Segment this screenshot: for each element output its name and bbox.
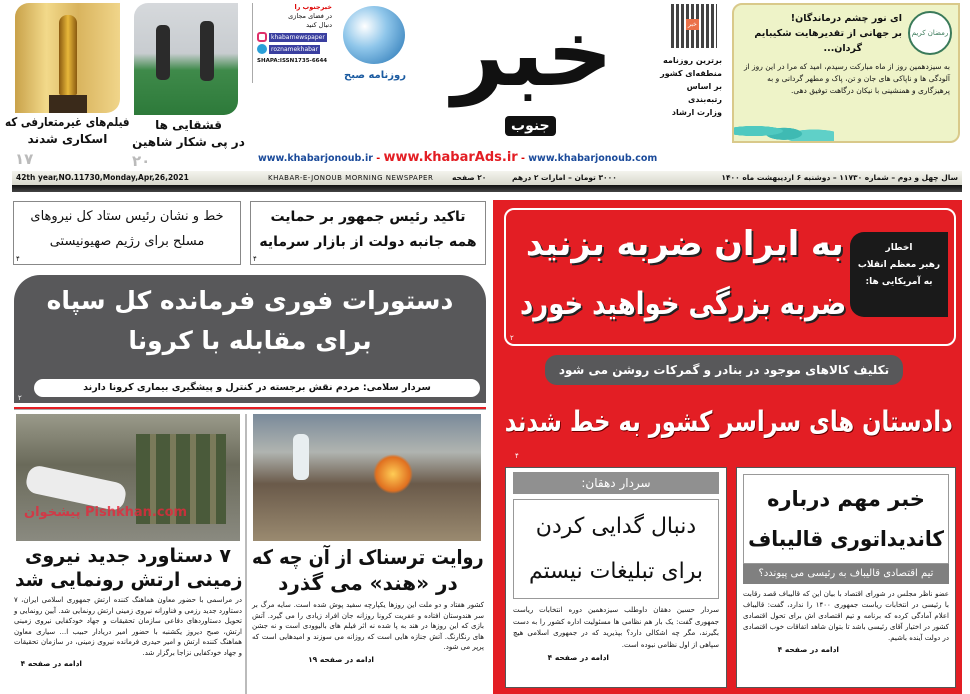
fit-text: زمینی ارتش رونمایی شد xyxy=(14,569,242,591)
divider xyxy=(12,185,962,192)
promo-photo-oscar[interactable] xyxy=(15,3,120,113)
social-text: دنبال کنید xyxy=(306,21,332,29)
social-box xyxy=(252,3,332,83)
english-date: 42th year,NO.11730,Monday,Apr,26,2021 xyxy=(16,173,189,182)
fit-text: بر اساس xyxy=(686,82,722,91)
telegram-icon xyxy=(257,44,267,54)
warning-tag xyxy=(850,232,948,317)
turquoise-beads xyxy=(734,117,834,143)
figure xyxy=(293,434,309,480)
story-headline xyxy=(252,570,484,596)
promo-caption[interactable] xyxy=(5,114,130,131)
url-sep: - xyxy=(521,153,525,164)
story-headline xyxy=(14,544,242,568)
fit-text: خبر مهم درباره xyxy=(767,487,925,511)
ramadan-ad[interactable] xyxy=(732,3,960,143)
fit-text: دادستان های سراسر کشور به خط شدند xyxy=(504,405,953,438)
promo-page: ۱۷ xyxy=(15,150,34,168)
qr-label: خبر xyxy=(688,21,697,28)
main-headline xyxy=(526,214,844,274)
story-body: سردار حسین دهقان داوطلب سیزدهمین دوره انتخابات ریاست جمهوری گفت: یک بار هم نظامی ها مسئولیت اداره کشور را به دست بگیرند، مگر چه اشکالی دارد؟ بپذیرید که در جمهوری اسلامی هیچ سپاهی از اول نظامی نبوده است. xyxy=(513,606,719,649)
story-box-qalibaf[interactable] xyxy=(736,467,956,688)
fit-text: گردان... xyxy=(823,43,862,54)
fit-text: بر جهانی از تقدیرهایت شکیبایم xyxy=(754,28,902,39)
shapa-code: SHAPA:ISSN1735-6644 xyxy=(257,58,328,64)
url-link[interactable]: www.khabarjonoub.ir xyxy=(258,153,373,164)
fit-text: منطقه‌ای کشور xyxy=(660,69,722,78)
fit-text: کاندیداتوری قالیباف xyxy=(748,527,944,551)
subhead-pill xyxy=(545,355,903,385)
fit-text: ای نور چشم درماندگان! xyxy=(790,13,902,24)
promo-caption[interactable] xyxy=(5,131,130,148)
calligraphy-emblem: رمضان کریم xyxy=(908,11,952,55)
story-headline xyxy=(518,549,714,594)
ranking-text xyxy=(650,54,722,119)
fit-text: تکلیف کالاهای موجود در بنادر و گمرکات روشن می شود xyxy=(558,363,890,377)
promo-page: ۲۰ xyxy=(132,152,151,170)
news-box[interactable] xyxy=(250,201,486,265)
watermark: پیشخوان Pishkhan.com xyxy=(24,505,188,520)
fit-text: رتبه‌بندی xyxy=(688,95,722,104)
story-headline xyxy=(14,568,242,592)
logo-tagline: روزنامه صبح xyxy=(344,70,406,81)
news-headline xyxy=(20,207,234,227)
ranking-line xyxy=(650,93,722,106)
tag-text: رهبر معظم انقلاب xyxy=(857,260,941,270)
story-headline xyxy=(748,519,944,559)
fit-text: به ایران ضربه بزنید xyxy=(526,224,844,264)
logo-main: خبر xyxy=(451,0,614,107)
fit-text: دنبال گدایی کردن xyxy=(535,514,697,539)
fit-text: تیم اقتصادی قالیباف به رئیسی می پیوندد؟ xyxy=(758,568,934,579)
fit-text: اسکاری شدند xyxy=(27,132,108,146)
banner-subtitle xyxy=(34,379,480,397)
paper-name: KHABAR-E-JONOUB MORNING NEWSPAPER xyxy=(268,174,434,182)
logo xyxy=(335,0,650,148)
continued-link[interactable]: ادامه در صفحه ۴ xyxy=(777,645,839,654)
story-subhead xyxy=(743,564,949,584)
fit-text: همه جانبه دولت از بازار سرمایه xyxy=(259,234,477,250)
continued-link[interactable]: ادامه در صفحه ۱۹ xyxy=(308,654,374,664)
statue-base xyxy=(49,95,87,113)
instagram-icon xyxy=(257,32,267,42)
fit-text: ضربه بزرگی خواهید خورد xyxy=(519,286,846,322)
story-box-dehghan[interactable] xyxy=(505,467,727,688)
fit-text: وزارت ارشاد xyxy=(671,108,722,117)
social-text: خبرجنوب را xyxy=(294,3,332,11)
player xyxy=(200,21,214,81)
url-sep: - xyxy=(376,153,381,164)
story-india[interactable] xyxy=(252,544,484,694)
fire xyxy=(373,454,413,494)
ad-body: به سیزدهمین روز از ماه مبارکت رسیدم، امید که مرا در این روز از آلودگی ها و ناپاکی های جان و تن، پاک و مطهر گردانی و به پرهیزگاری و همنشینی با نیکان درگاهت توفیق دهی. xyxy=(743,62,950,95)
promo-caption[interactable] xyxy=(132,134,245,151)
fit-text: مسلح برای رژیم صهیونیستی xyxy=(49,234,205,249)
story-kicker: سردار دهقان: xyxy=(513,472,719,494)
telegram-handle[interactable]: roznamekhabar xyxy=(271,45,319,53)
oscar-statue xyxy=(59,15,77,95)
fit-text xyxy=(258,150,657,165)
globe-icon xyxy=(343,6,405,64)
fit-text: خط و نشان رئیس ستاد کل نیروهای xyxy=(30,209,224,224)
story-body: عضو ناظر مجلس در شورای اقتصاد با بیان این که قالیباف قصد رقابت با رئیسی در انتخابات ریاست جمهوری ۱۴۰۰ را ندارد، گفت: قالیباف اعلام آمادگی کرده که برنامه و تیم اقتصادی اش برای تحول اقتصادی کشور در اختیار آقای رئیسی باشد تا بتوان شاهد اتفاقات خوب اقتصادی در دولت آینده باشیم. xyxy=(743,590,949,642)
ad-title xyxy=(742,41,902,56)
info-bar xyxy=(12,171,962,185)
story-headline xyxy=(518,504,714,549)
fit-text: در «هند» می گذرد xyxy=(278,571,458,595)
fit-text: سردار سلامی: مردم نقش برجسته در کنترل و پیشگیری بیماری کرونا دارند xyxy=(83,382,431,393)
url-line xyxy=(258,150,658,165)
page-ref: ۲ xyxy=(18,394,22,402)
ranking-line xyxy=(650,67,722,80)
page-ref: ۴ xyxy=(253,255,257,263)
player xyxy=(156,25,170,80)
page-ref: ۴ xyxy=(515,452,519,460)
banner-headline xyxy=(24,283,476,319)
ad-title xyxy=(742,26,902,41)
fit-text: روایت ترسناک از آن چه که xyxy=(252,545,484,569)
fit-text: برای مقابله با کرونا xyxy=(128,326,372,355)
news-headline xyxy=(257,207,479,227)
promo-caption[interactable] xyxy=(132,117,245,134)
story-headline xyxy=(252,544,484,570)
ranking-line xyxy=(650,106,722,119)
story-body: در مراسمی با حضور معاون هماهنگ کننده ارتش جمهوری اسلامی ایران، ۷ دستاورد جدید رزمی و فناورانه نیروی زمینی ارتش رونمایی شد. آیین رونمایی و تحویل دستاوردهای دفاعی سازمان تحقیقات و جهاد خودکفایی نیروی زمینی ارتش، صبح دیروز یکشنبه با حضور امیر دریادار حبیب ا... سیاری معاون هماهنگ کننده ارتش و امیر حیدری فرمانده نیروی زمینی، در سازمان تحقیقات و جهاد خودکفایی نزاجا برگزار شد. xyxy=(14,596,242,657)
instagram-handle[interactable]: khabarnewspaper xyxy=(271,33,325,41)
fit-text: دستورات فوری فرمانده کل سپاه xyxy=(46,286,454,315)
ad-title xyxy=(742,11,902,26)
fit-text: قشقایی ها xyxy=(155,118,222,132)
fit-text: برای تبلیغات نیستم xyxy=(529,559,703,584)
fit-text: برترین روزنامه xyxy=(663,56,722,65)
logo-sub: جنوب xyxy=(505,116,556,136)
page-count: ۲۰ صفحه xyxy=(452,173,487,182)
news-headline xyxy=(20,232,234,252)
fit-text: تاکید رئیس جمهور بر حمایت xyxy=(270,209,466,225)
social-text: در فضای مجازی xyxy=(288,12,332,20)
news-box[interactable] xyxy=(13,201,241,265)
story-headline xyxy=(748,479,944,519)
page-ref: ۴ xyxy=(16,255,20,263)
fit-text: ۷ دستاورد جدید نیروی xyxy=(25,545,231,567)
lead-story-box[interactable] xyxy=(504,208,956,346)
qr-code[interactable] xyxy=(671,4,717,48)
news-headline xyxy=(257,232,479,252)
persian-date: سال چهل و دوم – شماره ۱۱۷۳۰ – دوشنبه ۶ اردیبهشت ماه ۱۴۰۰ xyxy=(721,173,958,182)
url-link[interactable]: www.khabarAds.ir xyxy=(383,150,518,165)
promo-photo-football[interactable] xyxy=(134,3,238,115)
tag-text: به آمریکایی ها: xyxy=(865,277,933,287)
main-headline xyxy=(520,274,846,334)
story-army[interactable] xyxy=(14,544,242,694)
photo-army[interactable] xyxy=(16,414,240,541)
banner-headline xyxy=(24,323,476,359)
url-link[interactable]: www.khabarjonoub.com xyxy=(528,153,658,164)
continued-link[interactable]: ادامه در صفحه ۴ xyxy=(20,659,82,668)
price: ۳۰۰۰ تومان – امارات ۲ درهم xyxy=(512,173,617,182)
ranking-line xyxy=(650,54,722,67)
page-ref: ۲ xyxy=(510,334,514,342)
story-body: کشور هفتاد و دو ملت این روزها یکپارچه سفید پوش شده است. سایه مرگ بر سر هندوستان افتاده و عفریت کرونا روزانه جان افراد زیادی را می گیرد. آتش بازی که این روزها در هند به پا شده نه اثر فیلم های بالیوودی است و نه جشن های رنگارنگ. آتش جنازه هایی است که روزانه می سوزند و امیدهایی است که پرپر می شود. xyxy=(252,601,484,651)
fit-text: در پی شکار شاهین xyxy=(132,135,245,149)
lead-banner[interactable] xyxy=(14,275,486,403)
fit-text: فیلم‌های غیرمتعارفی که xyxy=(5,115,130,129)
secondary-headline[interactable] xyxy=(505,396,953,448)
tag-text: اخطار xyxy=(885,243,913,253)
continued-link[interactable]: ادامه در صفحه ۴ xyxy=(547,653,609,662)
ranking-line xyxy=(650,80,722,93)
